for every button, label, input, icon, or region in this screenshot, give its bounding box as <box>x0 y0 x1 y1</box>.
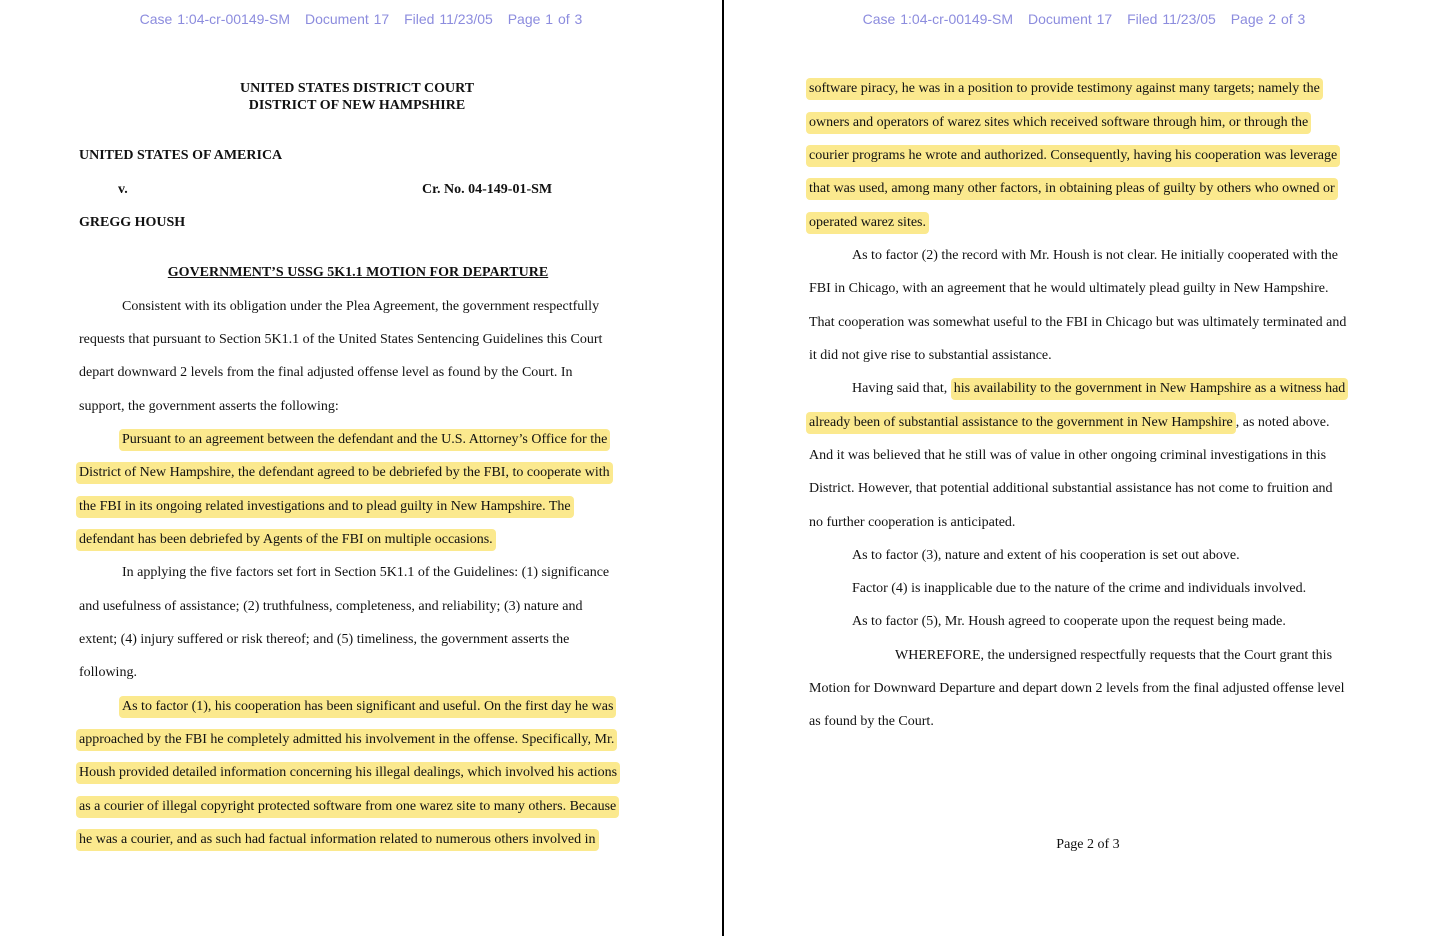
highlighted-text: operated warez sites. <box>806 212 929 234</box>
text-line: District. However, that potential additional substantial assistance has not come to fruition and <box>809 481 1333 496</box>
court-name: UNITED STATES DISTRICT COURT <box>239 81 475 96</box>
case-number: Cr. No. 04-149-01-SM <box>422 182 553 197</box>
plaintiff-name: UNITED STATES OF AMERICA <box>79 148 283 163</box>
highlighted-text: he was a courier, and as such had factual information related to numerous others involved in <box>76 829 599 851</box>
plain-text: Having said that, <box>852 381 951 396</box>
ecf-page-number: Page 1 of 3 <box>507 11 583 27</box>
motion-title: GOVERNMENT’S USSG 5K1.1 MOTION FOR DEPARTURE <box>167 265 549 280</box>
ecf-document-number: Document 17 <box>304 11 390 27</box>
ecf-header <box>0 11 722 27</box>
text-line: and usefulness of assistance; (2) truthfulness, completeness, and reliability; (3) nature and <box>79 599 583 614</box>
text-line: extent; (4) injury suffered or risk thereof; and (5) timeliness, the government asserts the <box>79 632 570 647</box>
versus-label: v. <box>118 182 128 197</box>
defendant-name: GREGG HOUSH <box>79 215 186 230</box>
text-line: In applying the five factors set fort in Section 5K1.1 of the Guidelines: (1) significance <box>122 565 610 580</box>
text-line: WHEREFORE, the undersigned respectfully requests that the Court grant this <box>895 648 1333 663</box>
text-line: requests that pursuant to Section 5K1.1 of the United States Sentencing Guidelines this Court <box>79 332 603 347</box>
text-line <box>806 414 1329 432</box>
text-line: it did not give rise to substantial assistance. <box>809 348 1052 363</box>
highlighted-text: software piracy, he was in a position to provide testimony against many targets; namely the <box>806 78 1323 100</box>
highlighted-text: As to factor (1), his cooperation has been significant and useful. On the first day he was <box>119 696 616 718</box>
document-page-2 <box>724 0 1444 936</box>
text-line: depart downward 2 levels from the final adjusted offense level as found by the Court. In <box>79 365 573 380</box>
ecf-filed-date: Filed 11/23/05 <box>1127 11 1216 27</box>
highlighted-text: the FBI in its ongoing related investigations and to plead guilty in New Hampshire. The <box>76 496 574 518</box>
text-line: And it was believed that he still was of value in other ongoing criminal investigations in this <box>809 448 1327 463</box>
highlighted-text: District of New Hampshire, the defendant agreed to be debriefed by the FBI, to cooperate with <box>76 462 613 484</box>
text-line: following. <box>79 665 137 680</box>
ecf-page-number: Page 2 of 3 <box>1230 11 1306 27</box>
text-line: That cooperation was somewhat useful to the FBI in Chicago but was ultimately terminated and <box>809 315 1347 330</box>
highlighted-text: that was used, among many other factors, in obtaining pleas of guilty by others who owned or <box>806 178 1338 200</box>
text-line: Motion for Downward Departure and depart down 2 levels from the final adjusted offense level <box>809 681 1345 696</box>
highlighted-text: Pursuant to an agreement between the defendant and the U.S. Attorney’s Office for the <box>119 429 610 451</box>
text-line: As to factor (2) the record with Mr. Housh is not clear. He initially cooperated with the <box>852 248 1338 263</box>
highlighted-text: Housh provided detailed information concerning his illegal dealings, which involved his actions <box>76 762 620 784</box>
factor-5-text: As to factor (5), Mr. Housh agreed to cooperate upon the request being made. <box>852 614 1286 629</box>
ecf-filed-date: Filed 11/23/05 <box>404 11 493 27</box>
ecf-document-number: Document 17 <box>1027 11 1113 27</box>
ecf-case-number: Case 1:04-cr-00149-SM <box>139 11 291 27</box>
highlighted-text: courier programs he wrote and authorized. Consequently, having his cooperation was leverage <box>806 145 1340 167</box>
text-line: no further cooperation is anticipated. <box>809 515 1016 530</box>
highlighted-text: already been of substantial assistance to the government in New Hampshire <box>806 412 1236 434</box>
highlighted-text: as a courier of illegal copyright protected software from one warez site to many others. Because <box>76 796 619 818</box>
court-district: DISTRICT OF NEW HAMPSHIRE <box>248 98 466 113</box>
factor-4-text: Factor (4) is inapplicable due to the nature of the crime and individuals involved. <box>852 581 1307 596</box>
highlighted-text: defendant has been debriefed by Agents of the FBI on multiple occasions. <box>76 529 496 551</box>
ecf-case-number: Case 1:04-cr-00149-SM <box>862 11 1014 27</box>
text-line <box>852 380 1348 398</box>
text-line: as found by the Court. <box>809 714 934 729</box>
text-line: FBI in Chicago, with an agreement that he would ultimately plead guilty in New Hampshire. <box>809 281 1329 296</box>
factor-3-text: As to factor (3), nature and extent of his cooperation is set out above. <box>852 548 1240 563</box>
highlighted-text: owners and operators of warez sites which received software through him, or through the <box>806 112 1311 134</box>
page-footer: Page 2 of 3 <box>1056 837 1120 852</box>
highlighted-text: approached by the FBI he completely admitted his involvement in the offense. Specifically, Mr. <box>76 729 617 751</box>
text-line: Consistent with its obligation under the Plea Agreement, the government respectfully <box>122 299 600 314</box>
highlighted-text: his availability to the government in New Hampshire as a witness had <box>951 378 1349 400</box>
text-line: support, the government asserts the following: <box>79 399 339 414</box>
plain-text: , as noted above. <box>1235 415 1330 430</box>
ecf-header <box>724 11 1444 27</box>
